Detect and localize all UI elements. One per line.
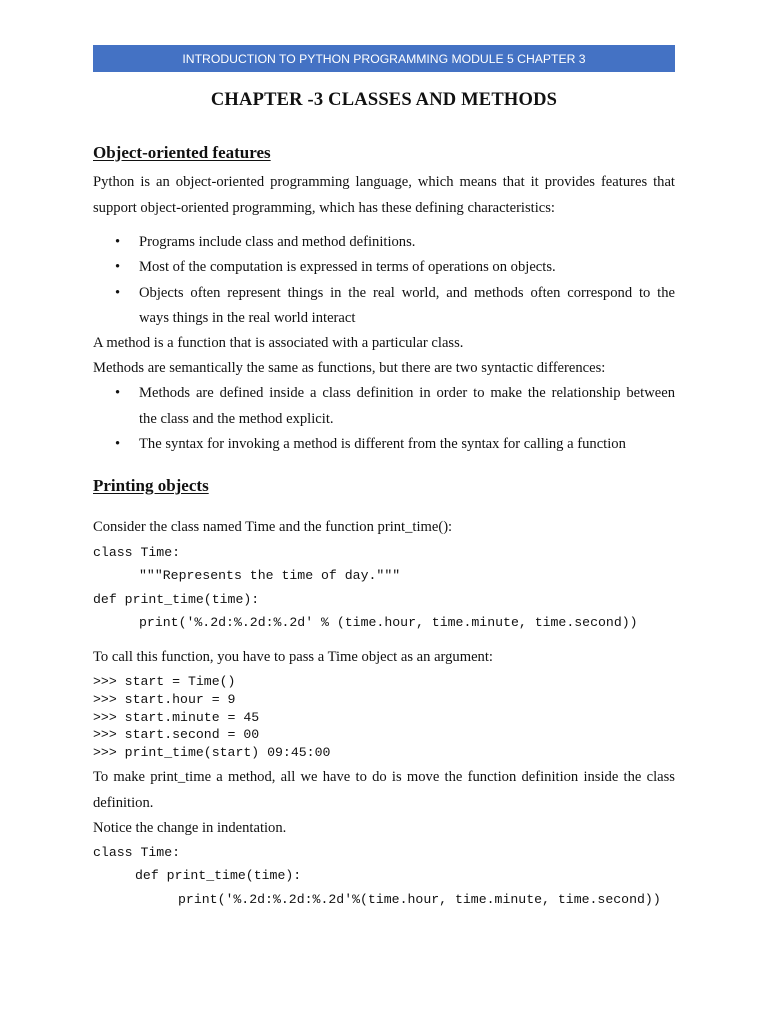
section-heading-object-oriented: Object-oriented features bbox=[93, 143, 271, 162]
bullet-item-real-world-line-1: Objects often represent things in the real world, and methods often correspond to the bbox=[139, 285, 675, 301]
code-line-docstring: """Represents the time of day.""" bbox=[139, 568, 401, 583]
bullet-item-class-method-definitions: Programs include class and method definitions. bbox=[139, 234, 416, 250]
bullet-marker: • bbox=[115, 285, 121, 301]
bullet-marker: • bbox=[115, 259, 121, 275]
repl-line: >>> start.second = 00 bbox=[93, 727, 260, 742]
notice-indentation-sentence: Notice the change in indentation. bbox=[93, 820, 287, 836]
bullet-item-operations-on-objects: Most of the computation is expressed in terms of operations on objects. bbox=[139, 259, 556, 275]
bullet-item-real-world-line-2: ways things in the real world interact bbox=[139, 310, 356, 326]
bullet-marker: • bbox=[115, 385, 121, 401]
code-line-print-call-2: print('%.2d:%.2d:%.2d'%(time.hour, time.minute, time.second)) bbox=[178, 892, 661, 907]
repl-line: >>> start.hour = 9 bbox=[93, 692, 236, 707]
repl-line: >>> start = Time() bbox=[93, 674, 236, 689]
code-line-def-print-time-2: def print_time(time): bbox=[135, 868, 302, 883]
bullet-item-invoking-syntax: The syntax for invoking a method is different from the syntax for calling a function bbox=[139, 436, 626, 452]
bullet-marker: • bbox=[115, 234, 121, 250]
bullet-item-defined-inside-class-line-1: Methods are defined inside a class definition in order to make the relationship between bbox=[139, 385, 675, 401]
intro-paragraph-line-1: Python is an object-oriented programming language, which means that it provides features that bbox=[93, 174, 675, 190]
bullet-marker: • bbox=[115, 436, 121, 452]
code-line-class-time: class Time: bbox=[93, 545, 181, 560]
section-heading-printing-objects: Printing objects bbox=[93, 476, 209, 495]
consider-sentence: Consider the class named Time and the function print_time(): bbox=[93, 519, 453, 535]
code-line-class-time-2: class Time: bbox=[93, 845, 181, 860]
code-line-def-print-time: def print_time(time): bbox=[93, 592, 260, 607]
intro-paragraph-line-2: support object-oriented programming, which has these defining characteristics: bbox=[93, 200, 555, 216]
bullet-item-defined-inside-class-line-2: the class and the method explicit. bbox=[139, 411, 334, 427]
repl-line: >>> print_time(start) 09:45:00 bbox=[93, 745, 331, 760]
method-definition-sentence: A method is a function that is associated with a particular class. bbox=[93, 335, 464, 351]
call-function-sentence: To call this function, you have to pass a Time object as an argument: bbox=[93, 649, 493, 665]
chapter-title: CHAPTER -3 CLASSES AND METHODS bbox=[210, 90, 558, 110]
repl-line: >>> start.minute = 45 bbox=[93, 710, 260, 725]
make-method-sentence-line-1: To make print_time a method, all we have to do is move the function definition inside the class bbox=[93, 769, 675, 785]
make-method-sentence-line-2: definition. bbox=[93, 795, 154, 811]
document-header-banner: INTRODUCTION TO PYTHON PROGRAMMING MODULE 5 CHAPTER 3 bbox=[93, 45, 675, 72]
methods-semantic-sentence: Methods are semantically the same as functions, but there are two syntactic differences: bbox=[93, 360, 606, 376]
code-line-print-call: print('%.2d:%.2d:%.2d' % (time.hour, time.minute, time.second)) bbox=[139, 615, 638, 630]
